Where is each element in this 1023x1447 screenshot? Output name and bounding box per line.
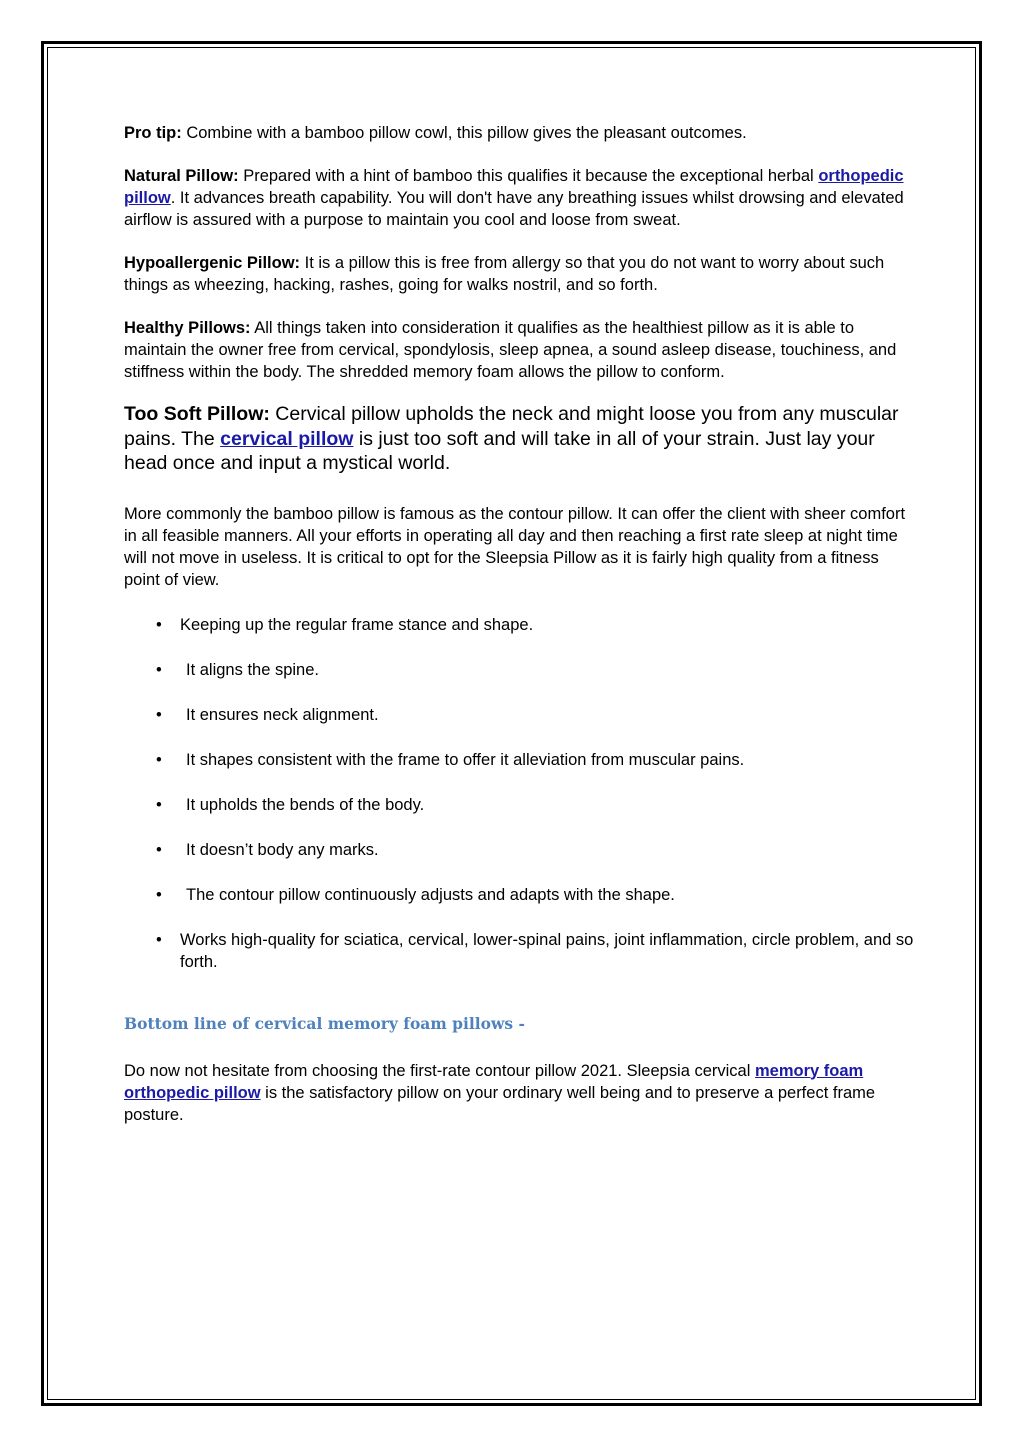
pro-tip-text: Combine with a bamboo pillow cowl, this pillow gives the pleasant outcomes.: [181, 124, 747, 142]
list-item-text: It doesn’t body any marks.: [186, 840, 379, 859]
memory-foam-orthopedic-pillow-link[interactable]: memory foam orthopedic pillow: [124, 1061, 864, 1102]
section-heading: Bottom line of cervical memory foam pillows -: [124, 1013, 525, 1033]
list-item-text: It ensures neck alignment.: [186, 705, 379, 724]
hypoallergenic-text: It is a pillow this is free from allergy so that you do not want to worry about such things as wheezing, hacking, rashes, going for walks nostril, and so forth.: [124, 254, 885, 294]
orthopedic-pillow-link[interactable]: orthopedic pillow: [124, 167, 904, 207]
bullet-icon: •: [156, 660, 162, 679]
natural-pillow-text-2: . It advances breath capability. You will don't have any breathing issues whilst drowsing and elevated airflow is assured with a purpose to maintain you cool and loose from sweat.: [124, 189, 904, 229]
healthy-pillows-label: Healthy Pillows:: [124, 319, 251, 337]
list-item: [124, 704, 914, 726]
bullet-icon: •: [156, 840, 162, 859]
bullet-icon: •: [156, 750, 162, 769]
document-body: [124, 122, 914, 1147]
too-soft-text-2: is just too soft and will take in all of your strain. Just lay your head once and input a mystical world.: [124, 427, 875, 474]
list-item-text: It shapes consistent with the frame to offer it alleviation from muscular pains.: [186, 750, 745, 769]
list-item-text: The contour pillow continuously adjusts and adapts with the shape.: [186, 885, 675, 904]
conclusion-text-1: Do now not hesitate from choosing the first-rate contour pillow 2021. Sleepsia cervical: [124, 1061, 755, 1080]
too-soft-label: Too Soft Pillow:: [124, 403, 270, 425]
list-item-text: Keeping up the regular frame stance and shape.: [180, 615, 534, 634]
list-item: [124, 884, 914, 906]
conclusion-paragraph: [124, 1060, 914, 1126]
bullet-icon: •: [156, 615, 162, 634]
benefits-list: [124, 614, 914, 973]
hypoallergenic-label: Hypoallergenic Pillow:: [124, 254, 301, 272]
bullet-icon: •: [156, 795, 162, 814]
natural-pillow-label: Natural Pillow:: [124, 167, 239, 185]
list-item: [124, 749, 914, 771]
list-item: [124, 794, 914, 816]
pro-tip-paragraph: [124, 122, 914, 144]
natural-pillow-text-1: Prepared with a hint of bamboo this qualifies it because the exceptional herbal: [238, 167, 819, 185]
list-item: [124, 839, 914, 861]
pro-tip-label: Pro tip:: [124, 124, 182, 142]
healthy-pillows-text: All things taken into consideration it qualifies as the healthiest pillow as it is able to maintain the owner free from cervical, spondylosis, sleep apnea, a sound asleep disease, touchiness, and stiffness within the body. The shredded memory foam allows the pillow to conform.: [124, 319, 897, 381]
bullet-icon: •: [156, 885, 162, 904]
list-item: [124, 929, 914, 973]
list-item-text: Works high-quality for sciatica, cervical, lower-spinal pains, joint inflammation, circle problem, and so forth.: [180, 930, 914, 971]
list-item-text: It aligns the spine.: [186, 660, 319, 679]
conclusion-text-2: is the satisfactory pillow on your ordinary well being and to preserve a perfect frame posture.: [124, 1083, 876, 1124]
bullet-icon: •: [156, 930, 162, 949]
healthy-pillows-paragraph: [124, 317, 914, 383]
cervical-pillow-link[interactable]: cervical pillow: [220, 427, 354, 450]
list-item: [124, 614, 914, 636]
too-soft-text-1: Cervical pillow upholds the neck and might loose you from any muscular pains. The: [124, 403, 899, 450]
bullet-icon: •: [156, 705, 162, 724]
hypoallergenic-paragraph: [124, 252, 914, 296]
contour-pillow-paragraph: More commonly the bamboo pillow is famous as the contour pillow. It can offer the client with sheer comfort in all feasible manners. All your efforts in operating all day and then reaching a first rate sleep at night time will not move in useless. It is critical to opt for the Sleepsia Pillow as it is fairly high quality from a fitness point of view.: [124, 504, 906, 589]
natural-pillow-paragraph: [124, 165, 914, 231]
list-item-text: It upholds the bends of the body.: [186, 795, 425, 814]
too-soft-paragraph: [124, 402, 914, 476]
list-item: [124, 659, 914, 681]
